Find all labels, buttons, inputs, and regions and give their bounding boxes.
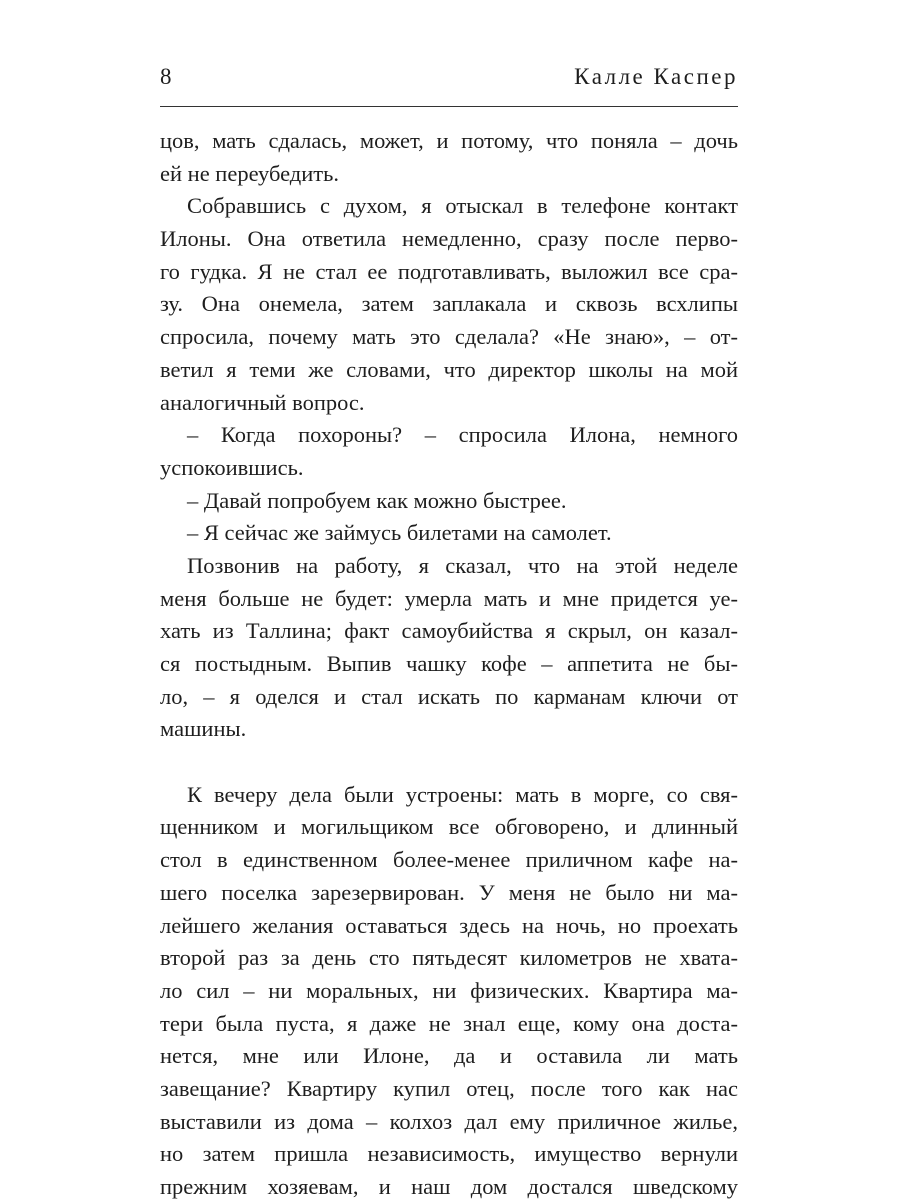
text-line: выставили из дома – колхоз дал ему приличное жилье, [160,1108,738,1134]
text-line: завещание? Квартиру купил отец, после того как нас [160,1075,738,1101]
text-line: – Давай попробуем как можно быстрее. [187,487,567,513]
text-line: шего поселка зарезервирован. У меня не было ни ма- [160,879,738,905]
page-number: 8 [160,64,172,89]
running-header [160,64,738,96]
paragraph [160,125,738,190]
text-line: цов, мать сдалась, может, и потому, что поняла – дочь [160,128,738,153]
paragraph [160,550,738,746]
text-line: прежним хозяевам, и наш дом достался шведскому [160,1174,738,1199]
text-line: стол в единственном более-менее приличном кафе на- [160,847,738,873]
text-line: лейшего желания оставаться здесь на ночь, но проехать [160,912,738,938]
text-line: машины. [160,716,247,742]
text-line: ло, – я оделся и стал искать по карманам ключи от [160,683,738,709]
text-line: ей не переубедить. [160,160,340,186]
paragraph [160,485,738,518]
text-line: ло сил – ни моральных, ни физических. Квартира ма- [160,977,738,1003]
header-rule [160,106,738,107]
text-line: успокоившись. [160,454,304,480]
text-line: зу. Она онемела, затем заплакала и сквозь всхлипы [160,291,738,317]
text-line: – Когда похороны? – спросила Илона, немного [187,422,738,448]
text-line: К вечеру дела были устроены: мать в морге, со свя- [187,781,738,807]
text-line: меня больше не будет: умерла мать и мне придется уе- [160,585,738,611]
text-line: спросила, почему мать это сделала? «Не знаю», – от- [160,324,738,350]
text-line: Собравшись с духом, я отыскал в телефоне контакт [187,193,738,219]
section-break [160,746,738,779]
text-line: но затем пришла независимость, имущество вернули [160,1141,738,1167]
text-line: второй раз за день сто пятьдесят километров не хвата- [160,945,738,971]
page-body [160,125,738,1204]
text-line: аналогичный вопрос. [160,389,365,415]
text-line: щенником и могильщиком все обговорено, и длинный [160,814,738,840]
text-line: нется, мне или Илоне, да и оставила ли мать [160,1043,738,1069]
text-line: ветил я теми же словами, что директор школы на мой [160,356,738,382]
running-title: Калле Каспер [574,64,738,89]
text-line: Илоны. Она ответила немедленно, сразу после перво- [160,226,738,252]
text-line: го гудка. Я не стал ее подготавливать, выложил все сра- [160,258,738,284]
text-line: хать из Таллина; факт самоубийства я скрыл, он казал- [160,618,738,644]
text-line: тери была пуста, я даже не знал еще, кому она доста- [160,1010,738,1036]
paragraph [160,190,738,419]
text-line: ся постыдным. Выпив чашку кофе – аппетита не бы- [160,651,738,676]
paragraph [160,517,738,550]
paragraph [160,779,738,1204]
text-line: Позвонив на работу, я сказал, что на этой неделе [187,552,738,578]
text-line: – Я сейчас же займусь билетами на самолет. [187,520,612,546]
paragraph [160,419,738,484]
